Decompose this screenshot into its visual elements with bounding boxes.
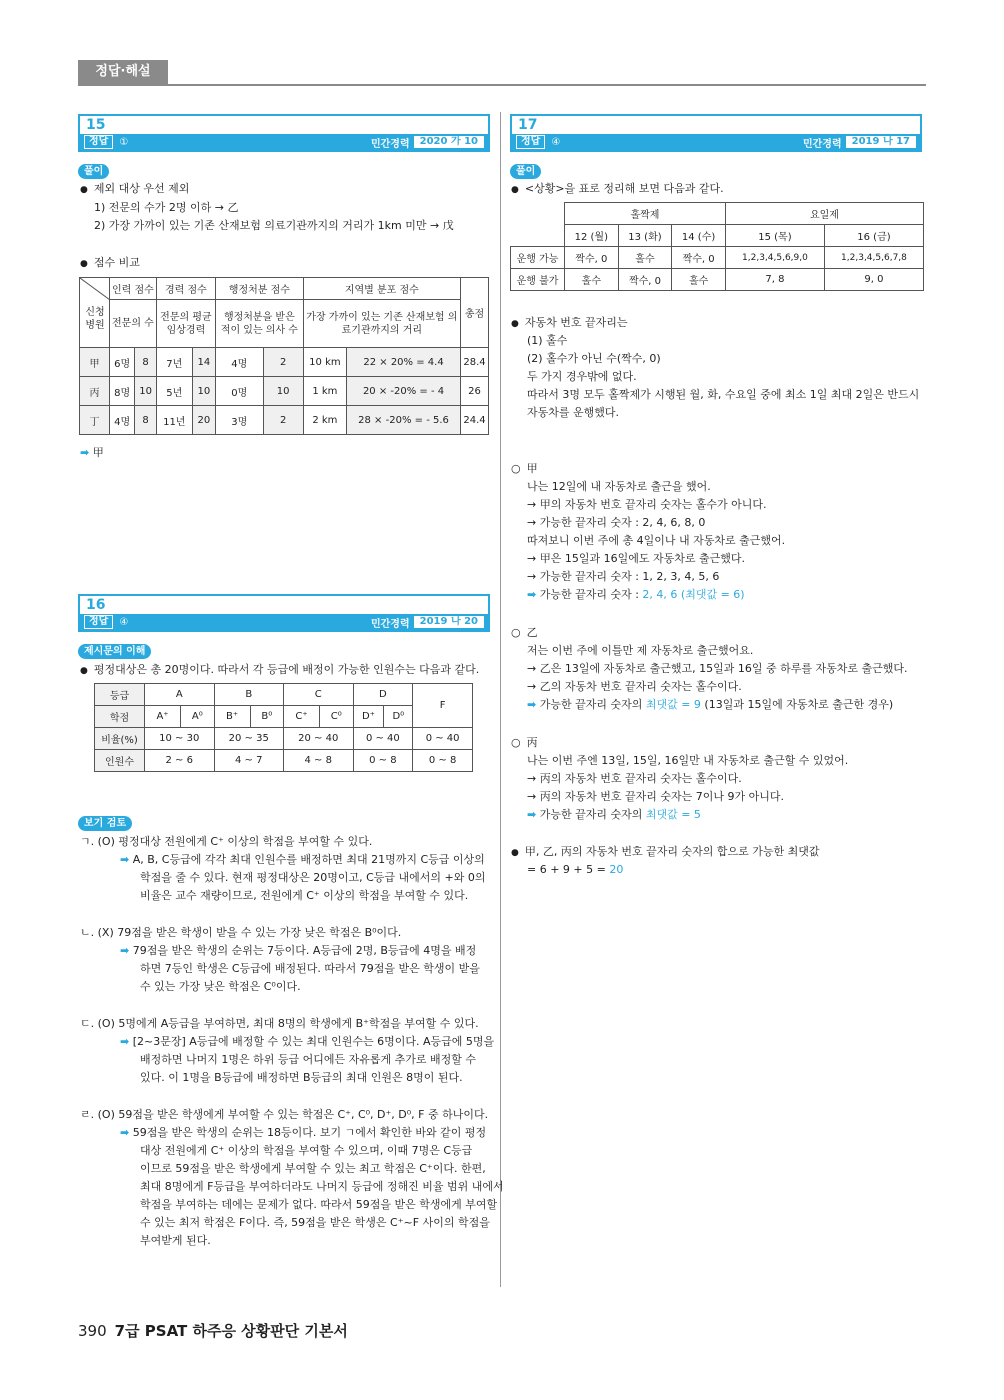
cell: A xyxy=(145,684,215,706)
highlight: 최댓값 = 5 xyxy=(645,808,701,821)
cell: A⁰ xyxy=(181,706,214,728)
cell: A⁺ xyxy=(145,706,181,728)
q15-bullet-1-1: 1) 전문의 수가 2명 이하 → 乙 xyxy=(94,201,239,214)
highlight: 2, 4, 6 (최댓값 = 6) xyxy=(642,588,745,601)
q17-b2-5: 자동차를 운행했다. xyxy=(527,406,620,419)
q17-bullet-2: ● 자동차 번호 끝자리는 xyxy=(511,314,628,333)
q16-g-l2: 학점을 줄 수 있다. 현재 평정대상은 20명이고, C등급 내에서의 +와 0의 xyxy=(140,871,486,884)
q16-g-l1 xyxy=(120,851,485,869)
q17-answer-label: 정답 xyxy=(516,135,545,149)
q17-gap-head: ○ 甲 xyxy=(511,460,538,478)
q16-r-l7: 부여받게 된다. xyxy=(140,1234,211,1247)
q16-header xyxy=(78,594,490,632)
th2-experience: 전문의 평균 임상경력 xyxy=(156,300,215,348)
cell: 14 (수) xyxy=(672,225,726,247)
cell: 丙 xyxy=(80,377,110,406)
q16-d-l2: 배정하면 나머지 1명은 하위 등급 어디에든 자유롭게 추가로 배정할 수 xyxy=(140,1053,476,1066)
cell: 0 ~ 8 xyxy=(353,750,413,772)
arrow-icon: ➡ xyxy=(527,808,537,821)
cell: 5년 xyxy=(156,377,192,406)
line: 가능한 끝자리 숫자의 xyxy=(539,698,646,711)
cell: 0 ~ 40 xyxy=(353,728,413,750)
line: 가능한 끝자리 숫자 : xyxy=(539,588,643,601)
section-tab: 정답·해설 xyxy=(78,60,168,84)
q17-b2-2: (2) 홀수가 아닌 수(짝수, 0) xyxy=(527,352,661,365)
cell: 2 xyxy=(263,406,303,435)
table-row xyxy=(80,406,489,435)
q15-score-table xyxy=(79,277,489,435)
q17-eul-4 xyxy=(527,696,893,714)
cell: 10 km xyxy=(303,348,346,377)
q16-d-l3: 있다. 이 1명을 B등급에 배정하면 B등급의 최대 인원은 8명이 된다. xyxy=(140,1071,463,1084)
line: [2~3문장] A등급에 배정할 수 있는 최대 인원수는 6명이다. A등급에 5명을 xyxy=(132,1035,495,1048)
arrow-icon: ➡ xyxy=(120,1126,130,1139)
q17-gap-7 xyxy=(527,586,745,604)
q16-answer: ④ xyxy=(119,616,129,628)
line: = 6 + 9 + 5 = xyxy=(527,863,610,876)
line: (13일과 15일에 자동차로 출근한 경우) xyxy=(700,698,894,711)
q15-bullet-2: ● 점수 비교 xyxy=(80,254,140,273)
cell: 24.4 xyxy=(461,406,489,435)
cell: 14 xyxy=(192,348,215,377)
th-staff: 인력 점수 xyxy=(110,278,157,300)
line: 59점을 받은 학생의 순위는 18등이다. 보기 ㄱ에서 확인한 바와 같이 평정 xyxy=(132,1126,487,1139)
q17-byeong-head: ○ 丙 xyxy=(511,734,538,752)
cell: D xyxy=(353,684,413,706)
cell: 인원수 xyxy=(95,750,145,772)
cell: 짝수, 0 xyxy=(618,269,672,291)
q16-r-head: ㄹ. (O) 59점을 받은 학생에게 부여할 수 있는 학점은 C⁺, C⁰, D⁺, D⁰, F 중 하나이다. xyxy=(80,1108,489,1121)
cell: 丁 xyxy=(80,406,110,435)
highlight: 20 xyxy=(609,863,624,876)
cell: 2 km xyxy=(303,406,346,435)
q17-source-label: 민간경력 xyxy=(802,138,842,150)
cell: 1,2,3,4,5,6,9,0 xyxy=(725,247,824,269)
cell: 7, 8 xyxy=(725,269,824,291)
cell: 20 ~ 40 xyxy=(284,728,354,750)
q17-eul-1: 저는 이번 주에 이틀만 제 자동차로 출근했어요. xyxy=(527,644,754,657)
page-number: 390 xyxy=(78,1322,107,1340)
q17-gap-6: → 가능한 끝자리 숫자 : 1, 2, 3, 4, 5, 6 xyxy=(527,570,720,583)
q16-n-l3: 수 있는 가장 낮은 학점은 C⁰이다. xyxy=(140,980,301,993)
cell: 4 ~ 7 xyxy=(214,750,284,772)
q16-pill-understanding: 제시문의 이해 xyxy=(78,644,151,659)
th-admin: 행정처분 점수 xyxy=(216,278,304,300)
q16-r-l2: 대상 전원에게 C⁺ 이상의 학점을 부여할 수 있으며, 이때 7명은 C등급 xyxy=(140,1144,473,1157)
cell: 비율(%) xyxy=(95,728,145,750)
header-rule xyxy=(78,84,926,86)
cell: 20 × -20% = - 4 xyxy=(347,377,461,406)
q17-gap-5: → 甲은 15일과 16일에도 자동차로 출근했다. xyxy=(527,552,745,565)
corner-bottom: 병원 xyxy=(85,320,105,331)
q16-n-head: ㄴ. (X) 79점을 받은 학생이 받을 수 있는 가장 낮은 학점은 B⁰이다. xyxy=(80,926,402,939)
cell: 13 (화) xyxy=(618,225,672,247)
q16-number: 16 xyxy=(86,597,106,613)
blank-cell xyxy=(511,203,565,247)
q17-eul-head: ○ 乙 xyxy=(511,624,538,642)
q16-pill-review: 보기 검토 xyxy=(78,816,132,831)
cell: C xyxy=(284,684,354,706)
arrow-icon: ➡ xyxy=(120,853,130,866)
q17-byeong-1: 나는 이번 주엔 13일, 15일, 16일만 내 자동차로 출근할 수 있었어. xyxy=(527,754,849,767)
cell: 운행 가능 xyxy=(511,247,565,269)
cell: C⁺ xyxy=(284,706,320,728)
q15-result xyxy=(80,444,104,462)
cell: 甲 xyxy=(80,348,110,377)
cell: 4 ~ 8 xyxy=(284,750,354,772)
q16-n-l2: 하면 7등인 학생은 C등급에 배정된다. 따라서 79점을 받은 학생이 받을 xyxy=(140,962,480,975)
q17-number: 17 xyxy=(518,117,538,133)
q15-pill: 풀이 xyxy=(78,164,109,179)
th2-distance: 가장 가까이 있는 기존 산재보험 의료기관까지의 거리 xyxy=(303,300,460,348)
q17-bullet-1: ● <상황>을 표로 정리해 보면 다음과 같다. xyxy=(511,180,724,199)
q17-byeong-3: → 丙의 자동차 번호 끝자리 숫자는 7이나 9가 아니다. xyxy=(527,790,784,803)
q17-sum-value xyxy=(527,861,623,879)
q15-source-label: 민간경력 xyxy=(370,138,410,150)
cell: 8 xyxy=(135,406,156,435)
q17-b2-3: 두 가지 경우밖에 없다. xyxy=(527,370,637,383)
q15-header xyxy=(78,114,490,152)
cell: 짝수, 0 xyxy=(565,247,619,269)
th-region: 지역별 분포 점수 xyxy=(303,278,460,300)
cell: 홀짝제 xyxy=(565,203,726,225)
q17-schedule-table xyxy=(510,202,924,291)
q17-source: 2019 나 17 xyxy=(846,136,916,148)
cell: 10 ~ 30 xyxy=(145,728,215,750)
q16-source: 2019 나 20 xyxy=(414,616,484,628)
cell: 학점 xyxy=(95,706,145,728)
q17-gap-1: 나는 12일에 내 자동차로 출근을 했어. xyxy=(527,480,711,493)
q15-answer: ① xyxy=(119,136,129,148)
cell: 26 xyxy=(461,377,489,406)
q16-bullet-1: ● 평정대상은 총 20명이다. 따라서 각 등급에 배정이 가능한 인원수는 다음과 같다. xyxy=(80,661,479,680)
q16-d-head: ㄷ. (O) 5명에게 A등급을 부여하면, 최대 8명의 학생에게 B⁺학점을 부여할 수 있다. xyxy=(80,1017,479,1030)
cell: 4명 xyxy=(110,406,135,435)
cell: 28.4 xyxy=(461,348,489,377)
q17-gap-3: → 가능한 끝자리 숫자 : 2, 4, 6, 8, 0 xyxy=(527,516,706,529)
highlight: 최댓값 = 9 xyxy=(645,698,701,711)
page-footer xyxy=(78,1320,348,1341)
line: A, B, C등급에 각각 최대 인원수를 배정하면 최대 21명까지 C등급 이상의 xyxy=(132,853,485,866)
q16-g-l3: 비율은 교수 재량이므로, 전원에게 C⁺ 이상의 학점을 부여할 수 있다. xyxy=(140,889,469,902)
cell: 홀수 xyxy=(672,269,726,291)
cell: 0 ~ 8 xyxy=(413,750,473,772)
q15-source: 2020 가 10 xyxy=(414,136,484,148)
q17-sum: ● 甲, 乙, 丙의 자동차 번호 끝자리 숫자의 합으로 가능한 최댓값 xyxy=(511,843,819,862)
cell: 12 (월) xyxy=(565,225,619,247)
q17-eul-2: → 乙은 13일에 자동차로 출근했고, 15일과 16일 중 하루를 자동차로 출근했다. xyxy=(527,662,908,675)
cell: 0명 xyxy=(216,377,264,406)
q15-answer-label: 정답 xyxy=(84,135,113,149)
th-total: 총점 xyxy=(461,278,489,348)
q17-answer: ④ xyxy=(551,136,561,148)
cell: 8명 xyxy=(110,377,135,406)
q16-r-l6: 수 있는 최저 학점은 F이다. 즉, 59점을 받은 학생은 C⁺~F 사이의 학점을 xyxy=(140,1216,490,1229)
cell: 10 xyxy=(135,377,156,406)
cell: F xyxy=(413,684,473,728)
cell: 홀수 xyxy=(565,269,619,291)
cell: 0 ~ 40 xyxy=(413,728,473,750)
cell: 6명 xyxy=(110,348,135,377)
th2-specialists: 전문의 수 xyxy=(110,300,157,348)
cell: C⁰ xyxy=(320,706,353,728)
cell: 2 ~ 6 xyxy=(145,750,215,772)
q17-gap-4: 따져보니 이번 주에 총 4일이나 내 자동차로 출근했어. xyxy=(527,534,786,547)
q16-d-l1 xyxy=(120,1033,494,1051)
q17-b2-4: 따라서 3명 모두 홀짝제가 시행된 월, 화, 수요일 중에 최소 1일 최대 2일은 반드시 xyxy=(527,388,920,401)
cell: 요일제 xyxy=(725,203,923,225)
q16-r-l3: 이므로 59점을 받은 학생에게 부여할 수 있는 최고 학점은 C⁺이다. 한편, xyxy=(140,1162,486,1175)
q16-grade-table xyxy=(94,683,473,772)
q17-byeong-2: → 丙의 자동차 번호 끝자리 숫자는 홀수이다. xyxy=(527,772,742,785)
q16-n-l1 xyxy=(120,942,476,960)
cell: 15 (목) xyxy=(725,225,824,247)
q16-answer-label: 정답 xyxy=(84,615,113,629)
q16-source-label: 민간경력 xyxy=(370,618,410,630)
q16-g-head: ㄱ. (O) 평정대상 전원에게 C⁺ 이상의 학점을 부여할 수 있다. xyxy=(80,835,373,848)
cell: 운행 불가 xyxy=(511,269,565,291)
cell: 16 (금) xyxy=(824,225,923,247)
cell: B⁰ xyxy=(250,706,283,728)
q17-gap-2: → 甲의 자동차 번호 끝자리 숫자는 홀수가 아니다. xyxy=(527,498,767,511)
q15-bullet-1: ● 제외 대상 우선 제외 xyxy=(80,180,189,199)
cell: 11년 xyxy=(156,406,192,435)
cell: D⁺ xyxy=(353,706,384,728)
cell: 짝수, 0 xyxy=(672,247,726,269)
cell: 20 xyxy=(192,406,215,435)
cell: 22 × 20% = 4.4 xyxy=(347,348,461,377)
cell: 1 km xyxy=(303,377,346,406)
arrow-icon: ➡ xyxy=(120,944,130,957)
q17-eul-3: → 乙의 자동차 번호 끝자리 숫자는 홀수이다. xyxy=(527,680,742,693)
cell: 10 xyxy=(263,377,303,406)
corner-top: 신청 xyxy=(85,307,105,318)
cell: 2 xyxy=(263,348,303,377)
cell: 등급 xyxy=(95,684,145,706)
table-row xyxy=(80,348,489,377)
cell: D⁰ xyxy=(384,706,413,728)
q16-r-l1 xyxy=(120,1124,486,1142)
cell: B xyxy=(214,684,284,706)
q16-r-l4: 최대 8명에게 F등급을 부여하더라도 나머지 등급에 정해진 비율 범위 내에서 xyxy=(140,1180,504,1193)
table-row xyxy=(80,377,489,406)
book-title: 7급 PSAT 하주응 상황판단 기본서 xyxy=(114,1322,348,1340)
q17-b2-1: (1) 홀수 xyxy=(527,334,568,347)
cell: 7년 xyxy=(156,348,192,377)
cell: 10 xyxy=(192,377,215,406)
q17-header xyxy=(510,114,922,152)
cell: 홀수 xyxy=(618,247,672,269)
th2-disciplined: 행정처분을 받은 적이 있는 의사 수 xyxy=(216,300,304,348)
line: 가능한 끝자리 숫자의 xyxy=(539,808,646,821)
arrow-icon: ➡ xyxy=(527,588,537,601)
arrow-icon: ➡ xyxy=(80,446,90,459)
column-divider xyxy=(500,112,501,1287)
q15-number: 15 xyxy=(86,117,106,133)
arrow-icon: ➡ xyxy=(527,698,537,711)
q15-result-value: 甲 xyxy=(92,446,104,459)
cell: 8 xyxy=(135,348,156,377)
th-career: 경력 점수 xyxy=(156,278,215,300)
arrow-icon: ➡ xyxy=(120,1035,130,1048)
line: 79점을 받은 학생의 순위는 7등이다. A등급에 2명, B등급에 4명을 배정 xyxy=(132,944,477,957)
q17-pill: 풀이 xyxy=(510,164,541,179)
cell: 20 ~ 35 xyxy=(214,728,284,750)
cell: 1,2,3,4,5,6,7,8 xyxy=(824,247,923,269)
cell: B⁺ xyxy=(214,706,250,728)
q16-r-l5: 학점을 부여하는 데에는 문제가 없다. 따라서 59점을 받은 학생에게 부여할 xyxy=(140,1198,498,1211)
cell: 4명 xyxy=(216,348,264,377)
q17-byeong-4 xyxy=(527,806,701,824)
cell: 9, 0 xyxy=(824,269,923,291)
cell: 28 × -20% = - 5.6 xyxy=(347,406,461,435)
q15-bullet-1-2: 2) 가장 가까이 있는 기존 산재보험 의료기관까지의 거리가 1km 미만 → 戊 xyxy=(94,219,454,232)
q15-corner-cell xyxy=(80,278,110,348)
cell: 3명 xyxy=(216,406,264,435)
